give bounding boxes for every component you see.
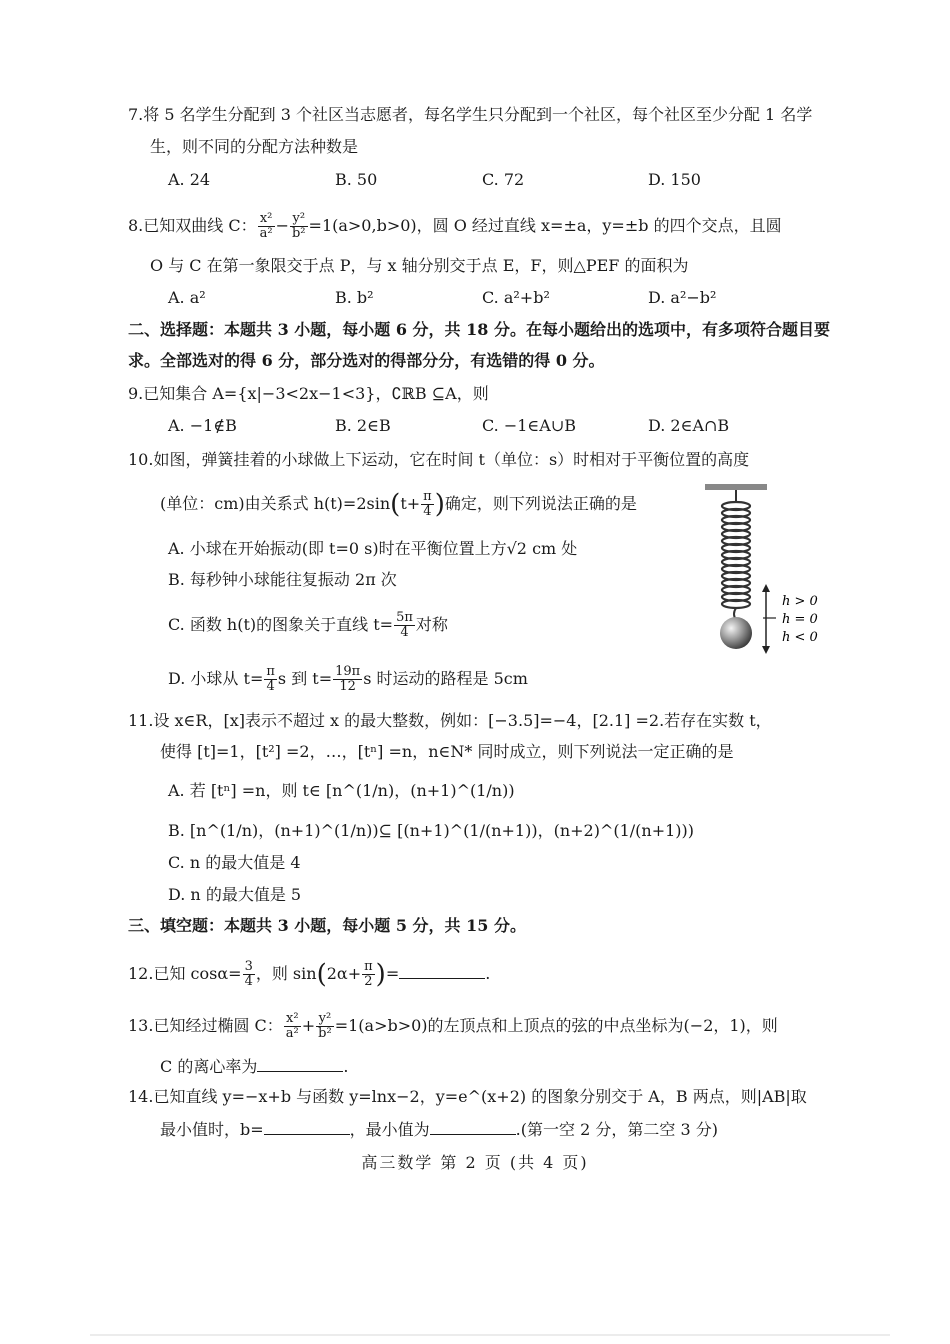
q14-text-a: 最小值时，b= [160,1120,264,1139]
q8-stem-line2: O 与 C 在第一象限交于点 P，与 x 轴分别交于点 E，F，则△PEF 的面积为 [150,256,689,275]
q10-left-paren: ( [390,489,401,520]
q14-answer-blank-1[interactable] [264,1118,350,1135]
q13-stem-line1 [128,1012,778,1041]
q13-fraction-x [284,1012,301,1041]
q8-fraction-y [290,212,308,241]
q10-text-a: (单位：cm)由关系式 h(t)=2sin [160,494,391,513]
q10-right-paren: ) [434,489,445,520]
q8-stem-line1 [128,212,782,241]
q10-option-d-den2: 12 [339,679,356,694]
q10-fraction-pi-4 [421,490,434,519]
q8-frac-y-den: b² [291,226,306,241]
q8-option-a: A. a² [168,288,206,307]
q8-minus: − [275,216,289,235]
q7-option-b: B. 50 [335,170,378,189]
q10-frac-den: 4 [423,504,432,519]
q13-text-1: 13.已知经过椭圆 C： [128,1016,283,1035]
q11-option-d: D. n 的最大值是 5 [168,885,302,904]
q10-stem-line2 [160,490,637,519]
q10-option-b: B. 每秒钟小球能往复振动 2π 次 [168,570,397,589]
q12-left-paren: ( [316,959,327,990]
q13-text-2: =1(a>b>0)的左顶点和上顶点的弦的中点坐标为(−2，1)，则 [334,1016,778,1035]
q14-text-b: ，最小值为 [349,1120,430,1139]
section3-heading: 三、填空题：本题共 3 小题，每小题 5 分，共 15 分。 [128,916,526,935]
q8-text-1: 8.已知双曲线 C： [128,216,257,235]
q10-stem-line1: 10.如图，弹簧挂着的小球做上下运动，它在时间 t（单位：s）时相对于平衡位置的高度 [128,450,750,469]
q13-fraction-y [316,1012,334,1041]
q12-text-2: ，则 sin [255,964,317,983]
q8-option-b: B. b² [335,288,374,307]
q10-option-d-num2: 19π [335,664,361,679]
q12-frac2-num: π [364,959,373,974]
q8-option-d: D. a²−b² [648,288,717,307]
page-footer: 高三数学 第 2 页 (共 4 页) [361,1153,589,1172]
q10-option-d-num1: π [266,664,275,679]
q7-option-a: A. 24 [168,170,211,189]
spring-ceiling [705,484,767,490]
q12-period: . [485,964,491,983]
q7-option-c: C. 72 [482,170,525,189]
q14-stem-line1: 14.已知直线 y=−x+b 与函数 y=lnx−2，y=e^(x+2) 的图象分别交于 A，B 两点，则|AB|取 [128,1087,807,1106]
q12-stem [128,960,490,989]
q12-right-paren: ) [375,959,386,990]
q13-period: . [343,1057,349,1076]
q13-frac-x-num: x² [284,1012,301,1027]
q9-option-a: A. −1∉B [168,416,237,435]
q11-option-b: B. [n^(1/n)，(n+1)^(1/n))⊆ [(n+1)^(1/(n+1))，(n+2)^(1/(n+1))) [168,821,695,840]
q10-option-c [168,611,448,640]
q12-frac-den: 4 [244,974,253,989]
q10-option-c-text-b: 对称 [415,615,448,634]
legend-h-positive: h > 0 [782,594,818,609]
q8-frac-y-num: y² [290,212,308,227]
q13-frac-x-den: a² [285,1026,299,1041]
q7-option-d: D. 150 [648,170,701,189]
q14-text-c: .(第一空 2 分，第二空 3 分) [515,1120,718,1139]
q12-fraction-3-4 [243,960,255,989]
q7-stem-line2: 生，则不同的分配方法种数是 [150,137,359,156]
q10-option-d-text-b: s 到 t= [277,669,333,688]
q9-option-c: C. −1∈A∪B [482,416,576,435]
q10-option-c-text-a: C. 函数 h(t)的图象关于直线 t= [168,615,394,634]
q8-frac-x-den: a² [259,226,273,241]
q10-option-d-fraction-1 [264,665,277,694]
q11-option-a: A. 若 [tⁿ] =n，则 t∈ [n^(1/n)，(n+1)^(1/n)) [168,781,515,800]
ball-icon [720,617,752,649]
scan-edge-divider [90,1334,890,1336]
q10-t-plus: t+ [400,494,421,513]
legend-h-zero: h = 0 [782,612,818,627]
q11-stem-line2: 使得 [t]=1，[t²] =2，…，[tⁿ] =n，n∈N* 同时成立，则下列说法一定正确的是 [160,742,734,761]
arrow-down-icon [762,646,770,654]
q10-option-d [168,665,528,694]
q12-frac-num: 3 [244,959,253,974]
q11-option-c: C. n 的最大值是 4 [168,853,301,872]
q9-option-b: B. 2∈B [335,416,391,435]
q14-stem-line2 [160,1118,718,1141]
section2-heading-line2: 求。全部选对的得 6 分，部分选对的得部分分，有选错的得 0 分。 [128,351,605,370]
spring-coil-icon [722,502,750,608]
q13-plus: + [301,1016,316,1035]
q9-stem: 9.已知集合 A={x|−3<2x−1<3}，∁ℝB ⊆A，则 [128,384,489,403]
q9-option-d: D. 2∈A∩B [648,416,730,435]
q13-stem-line2 [160,1055,348,1078]
q12-fraction-pi-2 [362,960,375,989]
q13-frac-y-num: y² [316,1012,334,1027]
arrow-up-icon [762,584,770,592]
q12-equals: = [385,964,400,983]
q13-frac-y-den: b² [318,1026,332,1041]
q10-option-d-den1: 4 [266,679,275,694]
q10-option-c-num: 5π [396,610,413,625]
q13-text-3: C 的离心率为 [160,1057,258,1076]
q12-text-1: 12.已知 cosα= [128,964,242,983]
q10-option-a: A. 小球在开始振动(即 t=0 s)时在平衡位置上方√2 cm 处 [168,539,578,558]
q10-option-c-fraction [394,611,415,640]
q8-fraction-x [258,212,275,241]
q13-answer-blank[interactable] [257,1055,343,1072]
q10-option-c-den: 4 [400,625,409,640]
q7-stem-line1: 7.将 5 名学生分配到 3 个社区当志愿者，每名学生只分配到一个社区，每个社区至少分配 1 名学 [128,105,813,124]
q11-stem-line1: 11.设 x∈R，[x]表示不超过 x 的最大整数，例如：[−3.5]=−4，[2.1] =2.若存在实数 t， [128,711,772,730]
q10-option-d-fraction-2 [333,665,362,694]
q10-text-b: 确定，则下列说法正确的是 [444,494,637,513]
q12-frac2-den: 2 [364,974,373,989]
spring-ball-figure [690,478,830,658]
q10-option-d-text-a: D. 小球从 t= [168,669,264,688]
section2-heading-line1: 二、选择题：本题共 3 小题，每小题 6 分，共 18 分。在每小题给出的选项中，有多项符合题目要 [128,320,830,339]
q8-text-2: =1(a>0,b>0)，圆 O 经过直线 x=±a，y=±b 的四个交点，且圆 [308,216,782,235]
q14-answer-blank-2[interactable] [430,1118,516,1135]
q12-inner: 2α+ [326,964,362,983]
q8-frac-x-num: x² [258,212,275,227]
q10-option-d-text-c: s 时运动的路程是 5cm [363,669,528,688]
legend-h-negative: h < 0 [782,630,818,645]
q12-answer-blank[interactable] [399,962,485,979]
q10-frac-num: π [423,489,432,504]
q8-option-c: C. a²+b² [482,288,550,307]
